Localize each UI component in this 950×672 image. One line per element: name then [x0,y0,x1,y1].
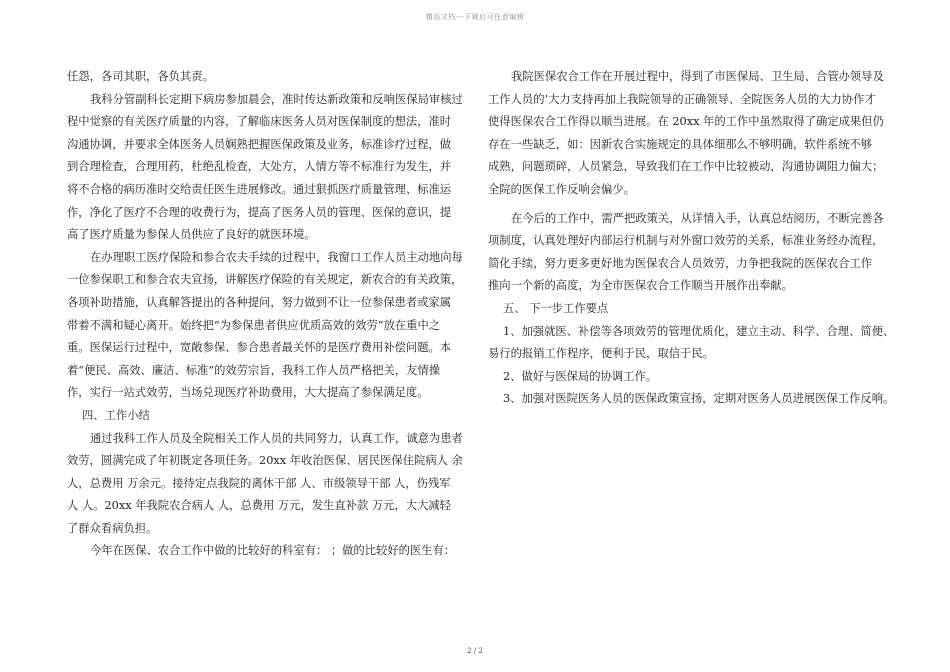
text-line: 3、加强对医院医务人员的医保政策宣扬，定期对医务人员进展医保工作反响。 [503,392,895,406]
text-line: 作，净化了医疗不合理的收费行为，提高了医务人员的管理、医保的意识，提 [67,205,452,219]
text-line: 了群众看病负担。 [67,521,158,535]
header-note: 精品文档---下载后可任意编辑 [425,13,525,21]
page-number: 2 / 2 [467,647,483,655]
text-line: 我科分管副科长定期下病房参加晨会，准时传达新政策和反响医保局审核过 [90,92,463,106]
text-line: 着“便民、高效、廉洁、标准”的效劳宗旨，我科工作人员严格把关，友情操 [67,363,441,377]
text-line: 人，总费用 万余元。接待定点我院的离休干部 人、市级领导干部 人，伤残军 [67,476,451,490]
text-line: 各项补助措施，认真解答提出的各种提问，努力做到不让一位参保患者或家属 [67,295,452,309]
text-line: 效劳，圆满完成了年初既定各项任务。20xx 年收治医保、居民医保住院病人 余 [67,454,463,468]
text-line: 到合理检查，合理用药，杜绝乱检查，大处方，人情方等不标准行为发生，并 [67,160,452,174]
text-line: 带着不满和疑心离开。始终把“为参保患者供应优质高效的效劳”放在重中之 [67,318,441,332]
left-column [67,66,469,563]
text-line: 四、工作小结 [82,408,150,422]
text-line: 程中觉察的有关医疗质量的内容，了解临床医务人员对医保制度的想法，准时 [67,115,452,129]
text-line: 存在一些缺乏，如：因新农合实施规定的具体细那么不够明确，软件系统不够 [488,137,873,151]
text-line: 一位参保职工和参合农夫宣扬，讲解医疗保险的有关规定，新农合的有关政策， [67,273,463,287]
text-line: 重。医保运行过程中，宽敞参保、参合患者最关怀的是医疗费用补偿问题。本 [67,341,452,355]
text-line: 人 人。20xx 年我院农合病人 人，总费用 万元，发生直补款 万元，大大减轻 [67,499,451,513]
text-line: 工作人员的’大力支持再加上我院领导的正确领导、全院医务人员的大力协作才 [488,92,876,106]
right-column [488,66,893,411]
text-line: 将不合格的病历准时交给责任医生进展修改。通过狠抓医疗质量管理、标准运 [67,182,452,196]
text-line: 沟通协调，并要求全体医务人员娴熟把握医保政策及业务，标准诊疗过程，做 [67,137,452,151]
text-line: 任怨，各司其职，各负其责。 [67,70,214,83]
text-line: 全院的医保工作反响会偏少。 [488,182,635,196]
text-line: 易行的报销工作程序，便利于民，取信于民。 [488,347,714,361]
text-line: 在今后的工作中，需严把政策关，从详情入手，认真总结阅历，不断完善各 [511,211,884,225]
text-line: 简化手续，努力更多更好地为医保农合人员效劳，力争把我院的医保农合工作 [488,256,873,270]
text-line: 五、 下一步工作要点 [503,301,609,315]
text-line: 成熟，问题琐碎，人员紧急，导致我们在工作中比较被动，沟通协调阻力偏大； [488,160,884,174]
text-line: 1、加强就医、补偿等各项效劳的管理优质化，建立主动、科学、合理、简便、 [503,324,895,338]
text-line: 在办理职工医疗保险和参合农夫手续的过程中，我窗口工作人员主动地向每 [90,250,463,264]
text-line: 今年在医保、农合工作中做的比较好的科室有： ；做的比较好的医生有： [90,544,456,558]
text-line: 通过我科工作人员及全院相关工作人员的共同努力，认真工作，诚意为患者 [90,431,463,445]
text-line: 作，实行一站式效劳，当场兑现医疗补助费用，大大提高了参保满足度。 [67,386,429,400]
text-line: 使得医保农合工作得以顺当进展。在 20xx 年的工作中虽然取得了确定成果但仍 [488,115,884,129]
text-line: 推向一个新的高度，为全市医保农合工作顺当开展作出奉献。 [488,279,794,293]
text-line: 项制度，认真处理好内部运行机制与对外窗口效劳的关系，标准业务经办流程， [488,234,884,248]
text-line: 我院医保农合工作在开展过程中，得到了市医保局、卫生局、合管办领导及 [511,70,884,83]
text-line: 2、做好与医保局的协调工作。 [503,369,658,383]
text-line: 高了医疗质量为参保人员供应了良好的就医环境。 [67,228,316,242]
